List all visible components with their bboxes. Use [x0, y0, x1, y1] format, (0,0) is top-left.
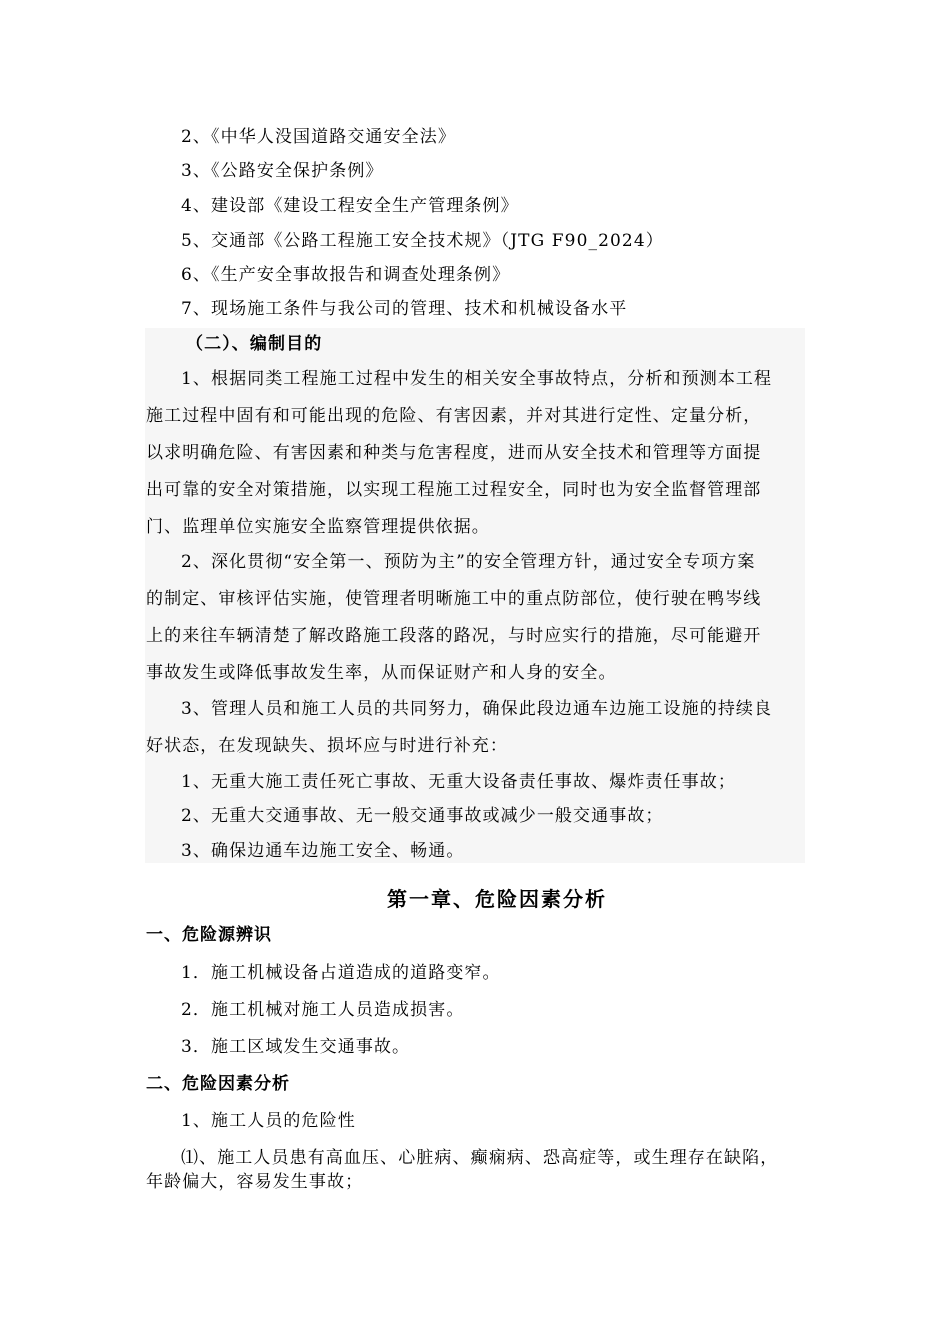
section-title: 二、危险因素分析: [146, 1074, 290, 1094]
ref-item: 4、建设部《建设工程安全生产管理条例》: [181, 196, 519, 216]
subsection-title: 1、施工人员的危险性: [181, 1111, 356, 1131]
ref-item: 7、现场施工条件与我公司的管理、技术和机械设备水平: [181, 299, 628, 319]
hazard-item: 3．施工区域发生交通事故。: [181, 1037, 411, 1057]
purpose-heading: （二）、编制目的: [186, 334, 323, 354]
goal-item: 2、无重大交通事故、无一般交通事故或减少一般交通事故；: [181, 806, 664, 826]
purpose-line: 上的来往车辆清楚了解改路施工段落的路况，与时应实行的措施，尽可能避开: [146, 626, 762, 646]
paragraph-line: 年龄偏大，容易发生事故；: [146, 1172, 364, 1192]
purpose-line: 以求明确危险、有害因素和种类与危害程度，进而从安全技术和管理等方面提: [146, 443, 762, 463]
purpose-line: 出可靠的安全对策措施，以实现工程施工过程安全，同时也为安全监督管理部: [146, 480, 762, 500]
chapter-title: 第一章、危险因素分析: [387, 887, 607, 911]
purpose-line: 门、监理单位实施安全监察管理提供依据。: [146, 517, 490, 537]
ref-item: 3、《公路安全保护条例》: [181, 161, 384, 181]
ref-item: 2、《中华人没国道路交通安全法》: [181, 127, 456, 147]
purpose-line: 好状态，在发现缺失、损坏应与时进行补充：: [146, 736, 508, 756]
purpose-line: 事故发生或降低事故发生率，从而保证财产和人身的安全。: [146, 663, 617, 683]
purpose-line: 施工过程中固有和可能出现的危险、有害因素，并对其进行定性、定量分析，: [146, 406, 762, 426]
purpose-line: 1、根据同类工程施工过程中发生的相关安全事故特点，分析和预测本工程: [181, 369, 773, 389]
ref-item: 6、《生产安全事故报告和调查处理条例》: [181, 265, 511, 285]
purpose-line: 2、深化贯彻“安全第一、预防为主”的安全管理方针，通过安全专项方案: [181, 552, 756, 572]
section-title: 一、危险源辨识: [146, 925, 272, 945]
goal-item: 1、无重大施工责任死亡事故、无重大设备责任事故、爆炸责任事故；: [181, 772, 736, 792]
goal-item: 3、确保边通车边施工安全、畅通。: [181, 841, 465, 861]
ref-item: 5、交通部《公路工程施工安全技术规》（JTG F90_2024）: [181, 231, 664, 251]
paragraph-line: ⑴、施工人员患有高血压、心脏病、癫痫病、恐高症等，或生理存在缺陷，: [181, 1148, 779, 1168]
hazard-item: 2．施工机械对施工人员造成损害。: [181, 1000, 465, 1020]
purpose-line: 3、管理人员和施工人员的共同努力，确保此段边通车边施工设施的持续良: [181, 699, 773, 719]
purpose-line: 的制定、审核评估实施，使管理者明晰施工中的重点防部位，使行驶在鸭岑线: [146, 589, 762, 609]
hazard-item: 1．施工机械设备占道造成的道路变窄。: [181, 963, 501, 983]
